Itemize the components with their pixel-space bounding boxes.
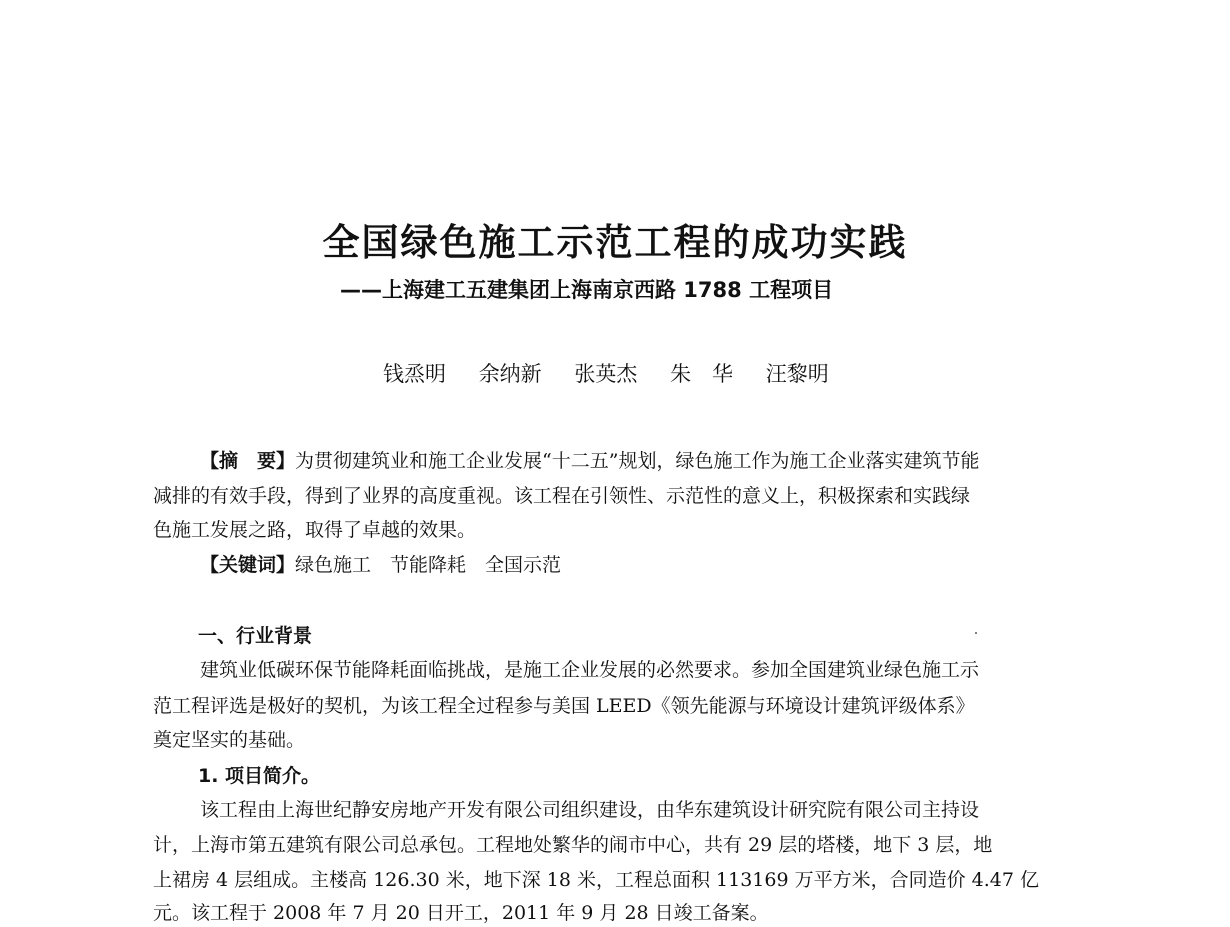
keywords-text: 绿色施工 节能降耗 全国示范 — [295, 554, 562, 576]
keywords-label: 【关键词】 — [200, 554, 296, 576]
author-name: 钱烝明 — [383, 362, 446, 386]
scan-speck — [975, 632, 977, 634]
paper-title: 全国绿色施工示范工程的成功实践 — [322, 221, 908, 264]
section-line-1: 建筑业低碳环保节能降耗面临挑战，是施工企业发展的必然要求。参加全国建筑业绿色施工示 — [200, 659, 980, 681]
section-heading: 一、行业背景 — [198, 625, 313, 647]
abstract-label: 【摘 要】 — [200, 450, 296, 472]
section-line-3: 奠定坚实的基础。 — [153, 729, 306, 751]
abstract-line-1 — [200, 447, 979, 475]
abstract-line-2: 减排的有效手段，得到了业界的高度重视。该工程在引领性、示范性的意义上，积极探索和实践绿 — [153, 485, 971, 507]
author-name: 汪黎明 — [765, 362, 829, 386]
keywords-line — [200, 551, 561, 579]
abstract-line-3: 色施工发展之路，取得了卓越的效果。 — [153, 519, 477, 541]
author-name: 余纳新 — [478, 362, 542, 386]
subsection-line-3: 上裙房 4 层组成。主楼高 126.30 米，地下深 18 米，工程总面积 113169 万平方米，合同造价 4.47 亿 — [153, 869, 1039, 891]
section-line-2: 范工程评选是极好的契机，为该工程全过程参与美国 LEED《领先能源与环境设计建筑评级体系》 — [153, 695, 975, 717]
author-list — [383, 358, 829, 388]
paper-subtitle: ——上海建工五建集团上海南京西路 1788 工程项目 — [340, 278, 834, 302]
author-name: 朱 华 — [670, 362, 734, 386]
subsection-heading: 1. 项目简介。 — [198, 765, 321, 787]
abstract-text: 为贯彻建筑业和施工企业发展“十二五”规划，绿色施工作为施工企业落实建筑节能 — [295, 450, 980, 472]
author-name: 张英杰 — [574, 362, 638, 386]
subsection-line-1: 该工程由上海世纪静安房地产开发有限公司组织建设，由华东建筑设计研究院有限公司主持设 — [200, 799, 980, 821]
subsection-line-2: 计，上海市第五建筑有限公司总承包。工程地处繁华的闹市中心，共有 29 层的塔楼，地下 3 层，地 — [153, 834, 993, 856]
subsection-line-4: 元。该工程于 2008 年 7 月 20 日开工，2011 年 9 月 28 日竣工备案。 — [153, 902, 769, 924]
